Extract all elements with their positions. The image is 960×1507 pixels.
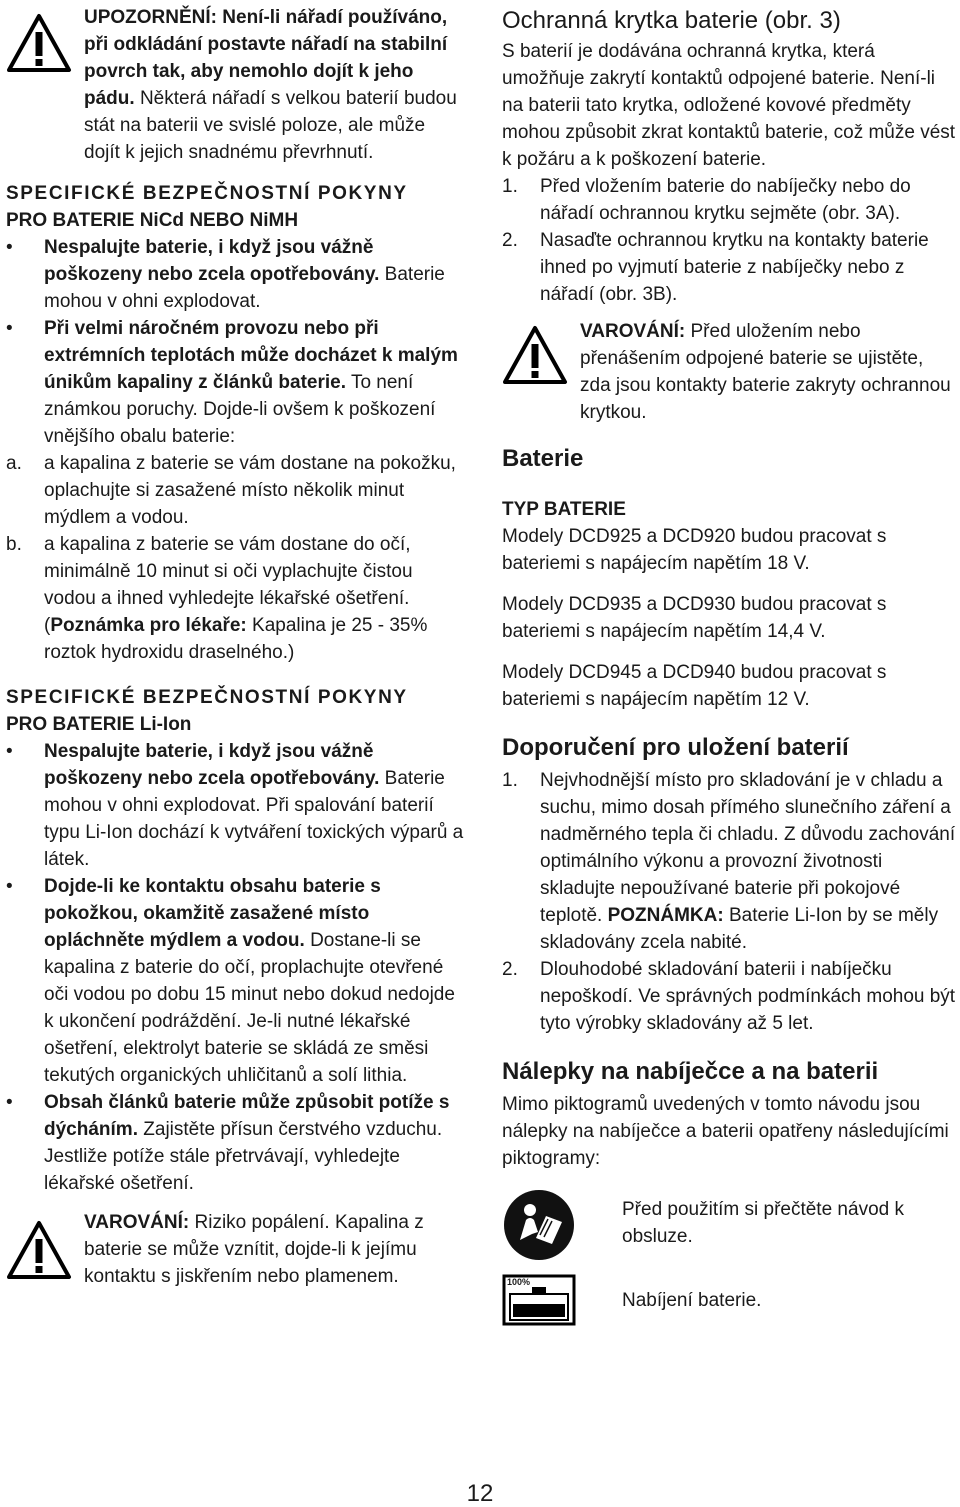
list-item-text: a kapalina z baterie se vám dostane na pokožku, oplachujte si zasažené místo několik minut mýdlem a vodou. bbox=[44, 453, 456, 528]
list-marker: 2. bbox=[502, 230, 518, 251]
list-item: • Nespalujte baterie, i když jsou vážně poškozeny nebo zcela opotřebovány. Baterie mohou v ohni explodovat. bbox=[6, 237, 445, 312]
warning-bold-text: Není-li nářadí používáno, při odkládání postavte nářadí na stabilní povrch tak, aby nemohlo dojít k jeho pádu. bbox=[84, 7, 448, 109]
warning-label: VAROVÁNÍ: bbox=[580, 321, 686, 342]
bullet-text: Zajistěte přísun čerstvého vzduchu. Jestliže potíže stále přetrvávají, vyhledejte lékařské ošetření. bbox=[44, 1119, 443, 1194]
list-marker: 1. bbox=[502, 176, 518, 197]
list-marker: b. bbox=[6, 534, 22, 555]
warning-text-cover bbox=[580, 318, 958, 426]
list-item: • Obsah článků baterie může způsobit potíže s dýcháním. Zajistěte přísun čerstvého vzduchu. Jestliže potíže stále přetrvávají, vyhledejte lékařské ošetření. bbox=[6, 1092, 450, 1194]
bullet-text: To není známkou poruchy. Dojde-li ovšem k poškození vnějšího obalu baterie: bbox=[44, 372, 436, 447]
heading-battery: Baterie bbox=[502, 445, 584, 472]
note-label: POZNÁMKA: bbox=[607, 905, 724, 926]
list-marker: a. bbox=[6, 453, 22, 474]
section-heading-nicd: SPECIFICKÉ BEZPEČNOSTNÍ POKYNY bbox=[6, 183, 408, 204]
paragraph-battery-12v: Modely DCD945 a DCD940 budou pracovat s bateriemi s napájecím napětím 12 V. bbox=[502, 662, 887, 710]
heading-cover: Ochranná krytka baterie (obr. 3) bbox=[502, 7, 841, 34]
list-item bbox=[502, 173, 958, 227]
paragraph-battery-18v: Modely DCD925 a DCD920 budou pracovat s bateriemi s napájecím napětím 18 V. bbox=[502, 526, 887, 574]
list-item-text: a kapalina z baterie se vám dostane do očí, minimálně 10 minut si oči vyplachujte čistou vodou a ihned vyhledejte lékařské ošetření. ( bbox=[44, 534, 413, 636]
bullet-bold-text: Nespalujte baterie, i když jsou vážně poškozeny nebo zcela opotřebovány. bbox=[44, 741, 380, 789]
list-item-text: Před vložením baterie do nabíječky nebo do nářadí ochrannou krytku sejměte (obr. 3A). bbox=[540, 176, 911, 224]
warning-triangle-icon bbox=[6, 12, 72, 74]
warning-text-burn bbox=[84, 1209, 466, 1290]
charge-percent-badge: 100% bbox=[507, 1277, 531, 1287]
warning-triangle-icon bbox=[6, 1219, 72, 1281]
warning-triangle-icon bbox=[502, 324, 568, 386]
list-item bbox=[502, 767, 958, 956]
note-label: Poznámka pro lékaře: bbox=[50, 615, 247, 636]
warning-block-burn bbox=[6, 1209, 466, 1290]
pictogram-charging-text: Nabíjení baterie. bbox=[622, 1289, 762, 1311]
heading-storage: Doporučení pro uložení baterií bbox=[502, 734, 849, 761]
section-heading-liion: SPECIFICKÉ BEZPEČNOSTNÍ POKYNY bbox=[6, 687, 408, 708]
warning-label: VAROVÁNÍ: bbox=[84, 1212, 190, 1233]
list-item-text: Dlouhodobé skladování baterii i nabíječku nepoškodí. Ve správných podmínkách mohou být tyto výrobky skladovány až 5 let. bbox=[540, 959, 956, 1034]
note-text: Baterie Li-Ion by se měly skladovány zcela nabité. bbox=[540, 905, 939, 953]
right-column bbox=[502, 0, 958, 1326]
list-marker: 1. bbox=[502, 770, 518, 791]
bullet-bold-text: Dojde-li ke kontaktu obsahu baterie s pokožkou, okamžitě zasažené místo opláchněte mýdlem a vodou. bbox=[44, 876, 381, 951]
list-item-text: Nejvhodnější místo pro skladování je v chladu a suchu, mimo dosah přímého slunečního záření a nadměrného tepla či chladu. Z důvodu zachování optimálního výkonu a provozní životnosti skladujte nepoužívané baterie při pokojové teplotě. bbox=[540, 770, 956, 926]
subheading-battery-type: TYP BATERIE bbox=[502, 499, 626, 520]
list-item bbox=[502, 227, 958, 308]
bullet-text: Dostane-li se kapalina z baterie do očí, proplachujte otevřené oči vodou po dobu 15 minut nebo dokud nedojde k ukončení podráždění. Je-li nutné lékařské ošetření, elektrolyt baterie se skládá ze směsi tekutých organických uhličitanů a solí lithia. bbox=[44, 930, 455, 1086]
warning-rest-text: Některá nářadí s velkou baterií budou stát na baterii ve svislé poloze, ale může dojít k jejich snadnému převrhnutí. bbox=[84, 88, 457, 163]
bullet-bold-text: Obsah článků baterie může způsobit potíže s dýcháním. bbox=[44, 1092, 450, 1140]
heading-labels: Nálepky na nabíječce a na baterii bbox=[502, 1058, 879, 1085]
note-text: Kapalina je 25 - 35% roztok hydroxidu draselného.) bbox=[44, 615, 428, 663]
list-item bbox=[6, 531, 466, 666]
section-subheading-liion: PRO BATERIE Li-Ion bbox=[6, 714, 192, 735]
pictogram-manual bbox=[502, 1188, 958, 1262]
paragraph-cover-intro: S baterií je dodávána ochranná krytka, která umožňuje zakrytí kontaktů odpojené baterie. Není-li na baterii tato krytka, odložené kovové předměty mohou způsobit zkrat kontaktů baterie, což může vést k požáru a k poškození baterie. bbox=[502, 41, 956, 170]
warning-text-tip-over bbox=[84, 4, 466, 166]
warning-block-cover bbox=[502, 318, 958, 426]
bullet-text: Baterie mohou v ohni explodovat. Při spalování baterií typu Li-Ion dochází k vytváření toxických výparů a látek. bbox=[44, 768, 464, 870]
list-item-text: Nasaďte ochrannou krytku na kontakty baterie ihned po vyjmutí baterie z nabíječky nebo z nářadí (obr. 3B). bbox=[540, 230, 929, 305]
charging-icon bbox=[502, 1274, 576, 1326]
left-column bbox=[6, 0, 466, 1290]
paragraph-labels-intro: Mimo piktogramů uvedených v tomto návodu jsou nálepky na nabíječce a baterii opatřeny následujícími piktogramy: bbox=[502, 1094, 949, 1169]
warning-rest-text: Riziko popálení. Kapalina z baterie se může vznítit, dojde-li k jejímu kontaktu s jiskřením nebo plamenem. bbox=[84, 1212, 424, 1287]
bullet-bold-text: Při velmi náročném provozu nebo při extrémních teplotách může docházet k malým únikům kapaliny z článků baterie. bbox=[44, 318, 458, 393]
read-manual-icon bbox=[502, 1188, 576, 1262]
list-item: • Nespalujte baterie, i když jsou vážně poškozeny nebo zcela opotřebovány. Baterie mohou v ohni explodovat. Při spalování baterií typu Li-Ion dochází k vytváření toxických výparů a látek. bbox=[6, 741, 464, 870]
list-item: • Dojde-li ke kontaktu obsahu baterie s pokožkou, okamžitě zasažené místo opláchněte mýdlem a vodou. Dostane-li se kapalina z baterie do očí, proplachujte otevřené oči vodou po dobu 15 minut nebo dokud nedojde k ukončení podráždění. Je-li nutné lékařské ošetření, elektrolyt baterie se skládá ze směsi tekutých organických uhličitanů a solí lithia. bbox=[6, 876, 455, 1086]
list-item bbox=[6, 450, 466, 531]
paragraph-battery-14v: Modely DCD935 a DCD930 budou pracovat s bateriemi s napájecím napětím 14,4 V. bbox=[502, 594, 887, 642]
bullet-text: Baterie mohou v ohni explodovat. bbox=[44, 264, 445, 312]
warning-rest-text: Před uložením nebo přenášením odpojené baterie se ujistěte, zda jsou kontakty baterie zakryty ochrannou krytkou. bbox=[580, 321, 951, 423]
bullet-bold-text: Nespalujte baterie, i když jsou vážně poškozeny nebo zcela opotřebovány. bbox=[44, 237, 380, 285]
section-subheading-nicd: PRO BATERIE NiCd NEBO NiMH bbox=[6, 210, 299, 231]
warning-block-tip-over bbox=[6, 4, 466, 166]
list-marker: 2. bbox=[502, 959, 518, 980]
list-item: • Při velmi náročném provozu nebo při extrémních teplotách může docházet k malým únikům kapaliny z článků baterie. To není známkou poruchy. Dojde-li ovšem k poškození vnějšího obalu baterie: bbox=[6, 318, 458, 447]
list-item bbox=[502, 956, 958, 1037]
page-number: 12 bbox=[466, 1480, 494, 1507]
warning-label: UPOZORNĚNÍ: bbox=[84, 7, 217, 28]
pictogram-manual-text: Před použitím si přečtěte návod k obsluze. bbox=[622, 1199, 904, 1247]
pictogram-charging bbox=[502, 1274, 958, 1326]
